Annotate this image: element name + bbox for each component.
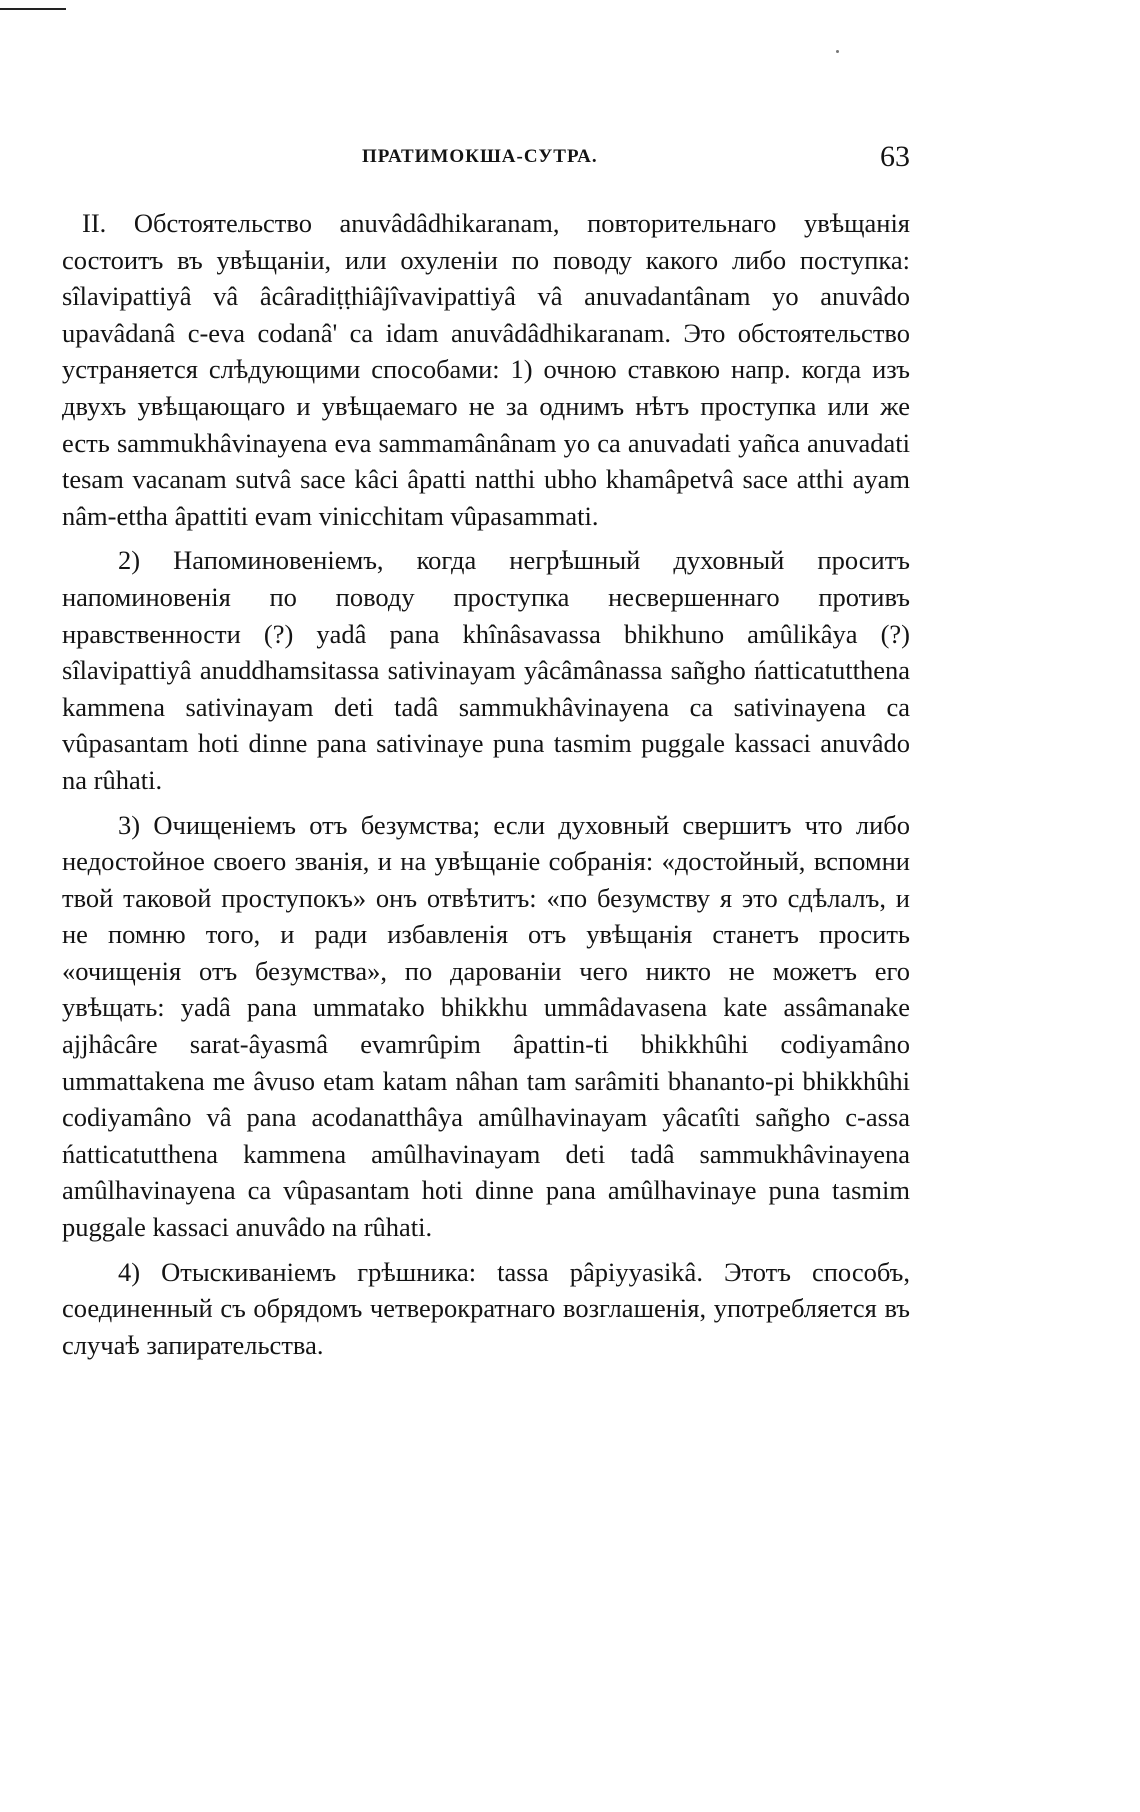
paragraph-4: 4) Отыскиваніемъ грѣшника: tassa pâpiyyasikâ. Этотъ способъ, соединенный съ обрядомъ четверократнаго возглашенія, употребляется въ случаѣ запирательства. xyxy=(62,1256,910,1360)
body-text xyxy=(62,205,910,1371)
paragraph-1: II. Обстоятельство anuvâdâdhikaranam, повторительнаго увѣщанія состоитъ въ увѣщаніи, или охуленіи по поводу какого либо поступка: sîlavipattiyâ vâ âcâradiṭṭhiâjîvavipattiyâ vâ anuvadantânam yo anuvâdo upavâdanâ c-eva codanâ' ca idam anuvâdâdhikaranam. Это обстоятельство устраняется слѣдующими способами: 1) очною ставкою напр. когда изъ двухъ увѣщающаго и увѣщаемаго не за однимъ нѣтъ проступка или же есть sammukhâvinayena eva sammamânânam yo ca anuvadati yañca anuvadati tesam vacanam sutvâ sace kâci âpatti natthi ubho khamâpetvâ sace atthi ayam nâm-ettha âpattiti evam vinicchitam vûpasammati. xyxy=(62,208,910,531)
paragraph-3: 3) Очищеніемъ отъ безумства; если духовный свершитъ что либо недостойное своего званія, и на увѣщаніе собранія: «достойный, вспомни твой таковой проступокъ» онъ отвѣтитъ: «по безумству я это сдѣлалъ, и не помню того, и ради избавленія отъ увѣщанія станетъ просить «очищенія отъ безумства», по дарованіи чего никто не можетъ его увѣщать: yadâ pana ummatako bhikkhu ummâdavasena kate assâmanake ajjhâcâre sarat-âyasmâ evamrûpim âpattin-ti bhikkhûhi codiyamâno ummattakena me âvuso etam katam nâhan tam sarâmiti bhananto-pi bhikkhûhi codiyamâno vâ pana acodanatthâya amûlhavinayam yâcatîti sañgho c-assa ńatticatutthena kammena amûlhavinayam deti tadâ sammukhâvinayena amûlhavinayena ca vûpasantam hoti dinne pana amûlhavinaye puna tasmim puggale kassaci anuvâdo na rûhati. xyxy=(62,809,910,1243)
scan-speck xyxy=(836,50,839,53)
scan-corner-rule xyxy=(0,8,66,10)
running-title: ПРАТИМОКША-СУТРА. xyxy=(362,146,598,167)
page-number: 63 xyxy=(880,140,910,173)
page-header xyxy=(62,140,910,176)
paragraph-2: 2) Напоминовеніемъ, когда негрѣшный духовный проситъ напоминовенія по поводу проступка несвершеннаго противъ нравственности (?) yadâ pana khînâsavassa bhikhuno amûlikâya (?) sîlavipattiyâ anuddhamsitassa sativinayam yâcâmânassa sañgho ńatticatutthena kammena sativinayam deti tadâ sammukhâvinayena ca sativinayena ca vûpasantam hoti dinne pana sativinaye puna tasmim puggale kassaci anuvâdo na rûhati. xyxy=(62,545,910,795)
